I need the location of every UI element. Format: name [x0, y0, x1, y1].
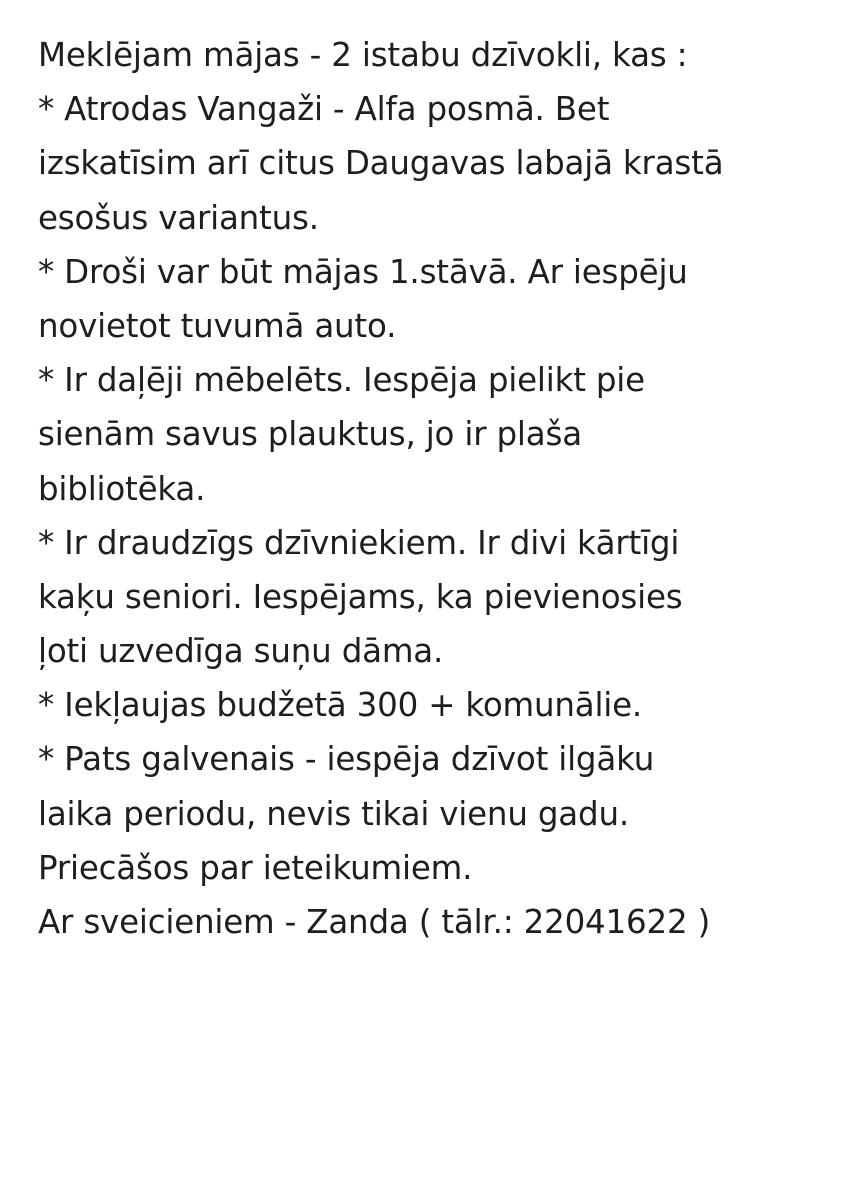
note-line-main-point-end: laika periodu, nevis tikai vienu gadu. [38, 794, 629, 833]
note-line-floor-end: novietot tuvumā auto. [38, 306, 397, 345]
note-line-furnished: * Ir daļēji mēbelēts. Iespēja pielikt pie [38, 361, 645, 400]
note-line-signature: Ar sveicieniem - Zanda ( tālr.: 22041622 ) [38, 903, 711, 941]
note-line-furnished-cont: sienām savus plauktus, jo ir plaša [38, 415, 582, 454]
note-line-heading: Meklējam mājas - 2 istabu dzīvokli, kas : [38, 36, 688, 74]
note-line-pets: * Ir draudzīgs dzīvniekiem. Ir divi kārtīgi [38, 523, 680, 562]
note-line-furnished-end: bibliotēka. [38, 469, 206, 508]
note-line-pets-cont: kaķu seniori. Iespējams, ka pievienosies [38, 577, 683, 616]
note-line-location-cont: izskatīsim arī citus Daugavas labajā krastā [38, 144, 724, 183]
note-line-budget: * Iekļaujas budžetā 300 + komunālie. [38, 686, 643, 725]
note-line-pets-end: ļoti uzvedīga suņu dāma. [38, 632, 444, 671]
note-line-location: * Atrodas Vangaži - Alfa posmā. Bet [38, 90, 610, 129]
note-line-location-end: esošus variantus. [38, 198, 319, 237]
note-line-floor: * Droši var būt mājas 1.stāvā. Ar iespēju [38, 252, 688, 291]
note-line-closing: Priecāšos par ieteikumiem. [38, 848, 473, 887]
note-text-block [38, 28, 828, 949]
note-line-main-point: * Pats galvenais - iespēja dzīvot ilgāku [38, 740, 655, 779]
